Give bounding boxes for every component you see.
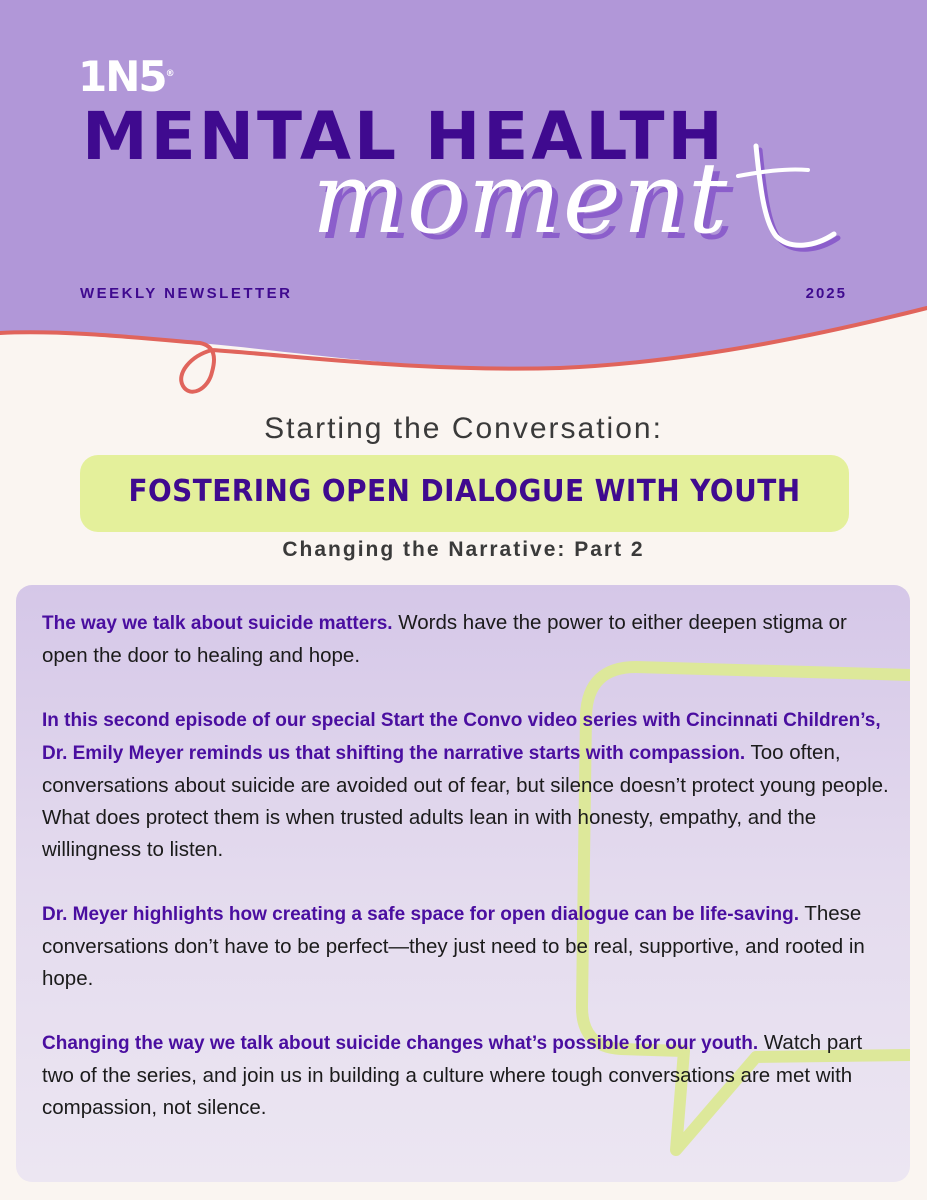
paragraph-text: Watch part two of the series, and join us in building a culture where tough conversations are met with compassion, not silence.: [42, 1031, 863, 1119]
paragraph-highlight: Changing the way we talk about suicide changes what’s possible for our youth.: [42, 1033, 759, 1054]
paragraph-highlight: Dr. Meyer highlights how creating a safe space for open dialogue can be life-saving.: [42, 904, 800, 925]
paragraph-text: These conversations don’t have to be perfect—they just need to be real, supportive, and rooted in hope.: [42, 902, 865, 990]
paragraph-text: Words have the power to either deepen stigma or open the door to healing and hope.: [42, 611, 847, 667]
article-body-card: [16, 585, 910, 1182]
article-paragraph-4: [42, 1027, 892, 1124]
newsletter-label: WEEKLY NEWSLETTER: [80, 285, 293, 302]
logo-text: 1N5: [78, 52, 166, 101]
article-body: [42, 607, 892, 1124]
logo-registered-mark: ®: [165, 69, 175, 79]
article-paragraph-1: [42, 607, 892, 672]
article-paragraph-2: [42, 704, 892, 866]
article-headline: FOSTERING OPEN DIALOGUE WITH YOUTH: [128, 474, 801, 509]
paragraph-highlight: The way we talk about suicide matters.: [42, 613, 393, 634]
paragraph-text: Too often, conversations about suicide are avoided out of fear, but silence doesn’t protect young people. What does protect them is when trusted adults lean in with honesty, empathy, and the willingness to listen.: [42, 741, 889, 861]
article-kicker: Starting the Conversation:: [264, 412, 663, 445]
article-paragraph-3: [42, 898, 892, 995]
article-subtitle: Changing the Narrative: Part 2: [282, 538, 645, 561]
brand-logo: [78, 52, 175, 101]
newsletter-title: MENTAL HEALTH: [82, 98, 726, 175]
newsletter-script-title: moment: [312, 142, 730, 256]
paragraph-highlight: In this second episode of our special Start the Convo video series with Cincinnati Children’s, Dr. Emily Meyer reminds us that shifting the narrative starts with compassion.: [42, 710, 881, 764]
newsletter-year: 2025: [805, 285, 847, 302]
